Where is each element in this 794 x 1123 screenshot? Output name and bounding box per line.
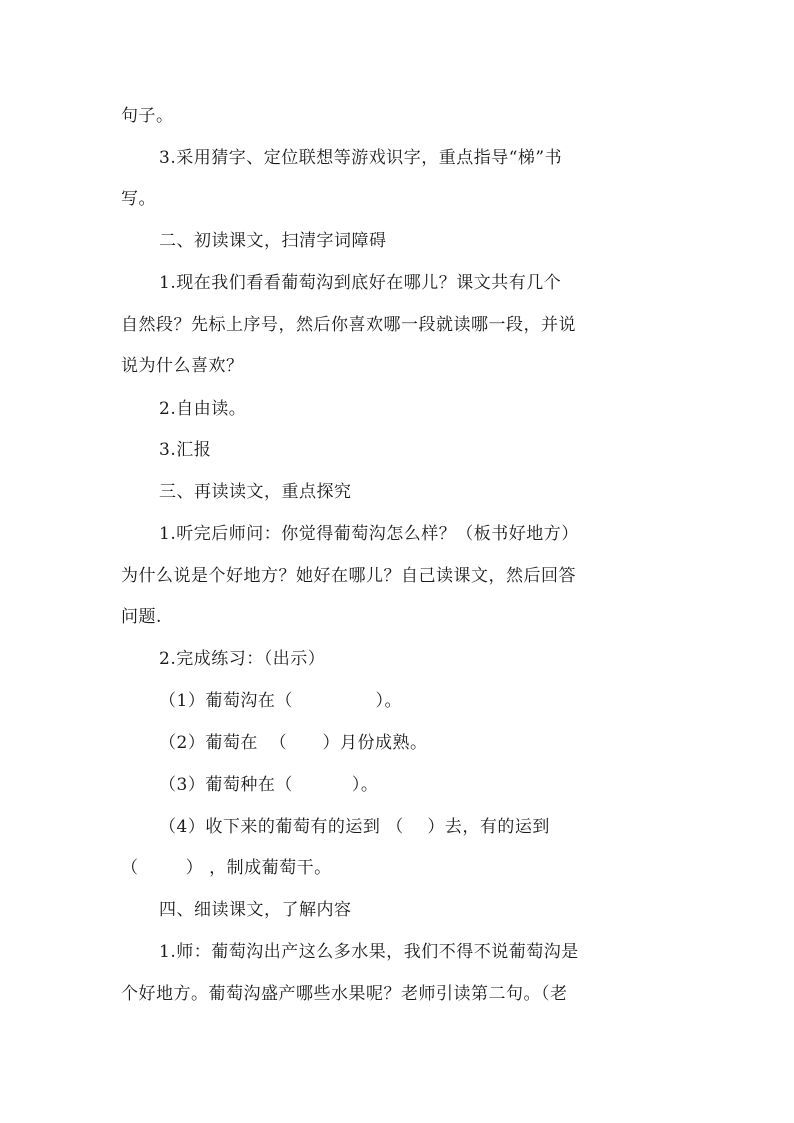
text-line: 为什么说是个好地方？她好在哪儿？自己读课文，然后回答: [121, 566, 576, 586]
text-line: 问题.: [121, 607, 162, 627]
text-line: 写。: [121, 189, 156, 209]
exercise-item: （ ） ，制成葡萄干。: [121, 858, 332, 878]
text-line: 个好地方。葡萄沟盛产哪些水果呢？老师引读第二句。（老: [121, 984, 568, 1004]
text-line: 3.汇报: [159, 440, 212, 460]
text-line: 说为什么喜欢？: [121, 356, 244, 376]
exercise-item: （2）葡萄在 （ ）月份成熟。: [159, 733, 428, 753]
text-line: 3.采用猜字、定位联想等游戏识字，重点指导“梯”书: [159, 148, 563, 168]
section-heading: 三、再读读文，重点探究: [159, 482, 352, 502]
text-line: 自然段？先标上序号，然后你喜欢哪一段就读哪一段，并说: [121, 315, 576, 335]
exercise-item: （1）葡萄沟在（ ）。: [159, 691, 402, 711]
text-line: 2.完成练习：（出示）: [159, 649, 326, 669]
text-line: 2.自由读。: [159, 399, 247, 419]
text-line: 1.师：葡萄沟出产这么多水果，我们不得不说葡萄沟是: [159, 942, 579, 962]
exercise-item: （4）收下来的葡萄有的运到 （ ）去，有的运到: [159, 817, 550, 837]
section-heading: 四、细读课文，了解内容: [159, 900, 352, 920]
text-line: 句子。: [121, 106, 174, 126]
section-heading: 二、初读课文，扫清字词障碍: [159, 231, 387, 251]
exercise-item: （3）葡萄种在（ ）。: [159, 775, 379, 795]
text-line: 1.听完后师问：你觉得葡萄沟怎么样？（板书好地方）: [159, 524, 579, 544]
text-line: 1.现在我们看看葡萄沟到底好在哪儿？课文共有几个: [159, 273, 562, 293]
